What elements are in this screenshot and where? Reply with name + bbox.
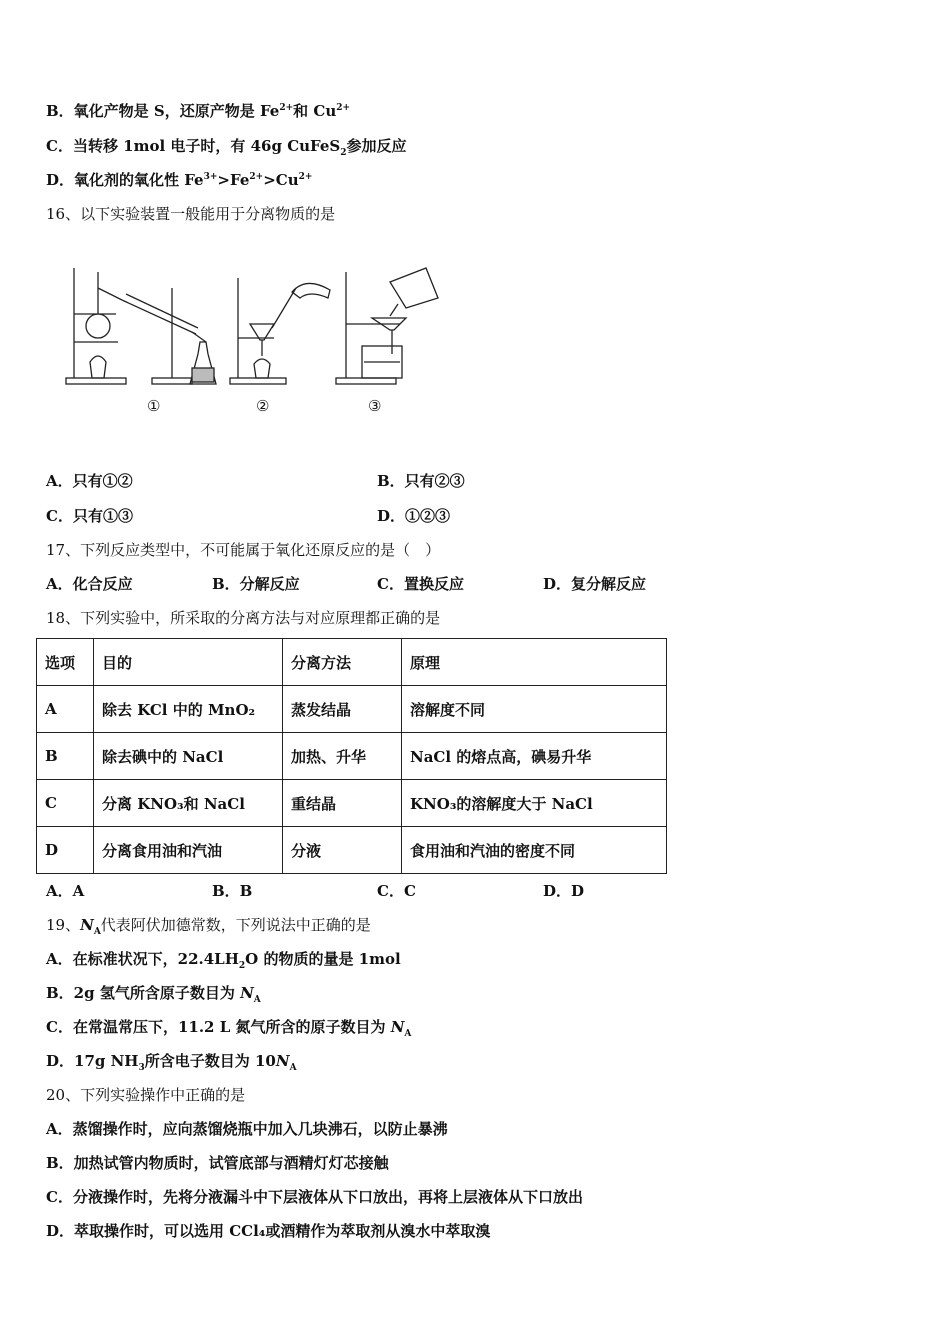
- q20-option-c: C．分液操作时，先将分液漏斗中下层液体从下口放出，再将上层液体从下口放出: [46, 1188, 583, 1206]
- table-cell: 除去 KCl 中的 MnO₂: [94, 686, 283, 733]
- q19-option-c: C．在常温常压下，11.2 L 氮气所含的原子数目为 $N_A$: [46, 1018, 412, 1039]
- q18-stem: 18、下列实验中，所采取的分离方法与对应原理都正确的是: [46, 609, 441, 627]
- q16-option-d: D．①②③: [377, 507, 451, 525]
- q15-option-b: B．氧化产物是 S，还原产物是 $Fe^{2+}$和 $Cu^{2+}$: [46, 102, 351, 120]
- table-header-row: [37, 639, 667, 686]
- table-cell: A: [37, 686, 94, 733]
- table-header-cell: 选项: [37, 639, 94, 686]
- q16-stem: 16、以下实验装置一般能用于分离物质的是: [46, 205, 336, 223]
- q18-table: [36, 638, 667, 874]
- q17-option-d: D．复分解反应: [543, 575, 647, 593]
- q20-option-d: D．萃取操作时，可以选用 CCl₄或酒精作为萃取剂从溴水中萃取溴: [46, 1222, 491, 1240]
- table-cell: 分离食用油和汽油: [94, 827, 283, 874]
- apparatus-figure: [60, 258, 460, 415]
- table-cell: 食用油和汽油的密度不同: [402, 827, 667, 874]
- table-cell: KNO₃的溶解度大于 NaCl: [402, 780, 667, 827]
- table-cell: B: [37, 733, 94, 780]
- q17-option-b: B．分解反应: [212, 575, 300, 593]
- q17-option-c: C．置换反应: [377, 575, 464, 593]
- q20-option-a: A．蒸馏操作时，应向蒸馏烧瓶中加入几块沸石，以防止暴沸: [46, 1120, 448, 1138]
- q19-option-d: D．17g $NH_3$所含电子数目为 $10N_A$: [46, 1052, 297, 1073]
- q16-option-c: C．只有①③: [46, 507, 133, 525]
- table-cell: 溶解度不同: [402, 686, 667, 733]
- table-cell: 重结晶: [283, 780, 402, 827]
- q19-stem: 19、$N_A$代表阿伏加德常数，下列说法中正确的是: [46, 916, 371, 937]
- table-row: [37, 827, 667, 874]
- q18-option-c: C．C: [377, 882, 416, 900]
- apparatus-drawing: [60, 258, 460, 398]
- q18-option-a: A．A: [46, 882, 85, 900]
- q15-option-d: D．氧化剂的氧化性 $Fe^{3+}>Fe^{2+}>Cu^{2+}$: [46, 171, 313, 189]
- table-row: [37, 780, 667, 827]
- q16-option-b: B．只有②③: [377, 472, 465, 490]
- q20-stem: 20、下列实验操作中正确的是: [46, 1086, 246, 1104]
- table-cell: D: [37, 827, 94, 874]
- table-cell: 分液: [283, 827, 402, 874]
- figure-caption-1: ①: [147, 397, 161, 415]
- q18-option-b: B．B: [212, 882, 253, 900]
- q20-option-b: B．加热试管内物质时，试管底部与酒精灯灯芯接触: [46, 1154, 389, 1172]
- table-cell: 加热、升华: [283, 733, 402, 780]
- table-cell: C: [37, 780, 94, 827]
- table-header-cell: 目的: [94, 639, 283, 686]
- figure-caption-3: ③: [368, 397, 382, 415]
- table-header-cell: 原理: [402, 639, 667, 686]
- q19-option-b: B．2g 氢气所含原子数目为 $N_A$: [46, 984, 261, 1005]
- q19-option-a: A．在标准状况下，$22.4LH_2O$ 的物质的量是 1mol: [46, 950, 401, 971]
- table-header-cell: 分离方法: [283, 639, 402, 686]
- q15-option-c: C．当转移 1mol 电子时，有 46g CuFeS$_2$参加反应: [46, 137, 407, 158]
- table-cell: 分离 KNO₃和 NaCl: [94, 780, 283, 827]
- table-cell: 除去碘中的 NaCl: [94, 733, 283, 780]
- table-cell: 蒸发结晶: [283, 686, 402, 733]
- q17-stem: 17、下列反应类型中，不可能属于氧化还原反应的是（ ）: [46, 541, 441, 559]
- q17-option-a: A．化合反应: [46, 575, 133, 593]
- q16-option-a: A．只有①②: [46, 472, 133, 490]
- figure-caption-2: ②: [256, 397, 270, 415]
- q18-option-d: D．D: [543, 882, 585, 900]
- table-row: [37, 733, 667, 780]
- table-cell: NaCl 的熔点高，碘易升华: [402, 733, 667, 780]
- table-row: [37, 686, 667, 733]
